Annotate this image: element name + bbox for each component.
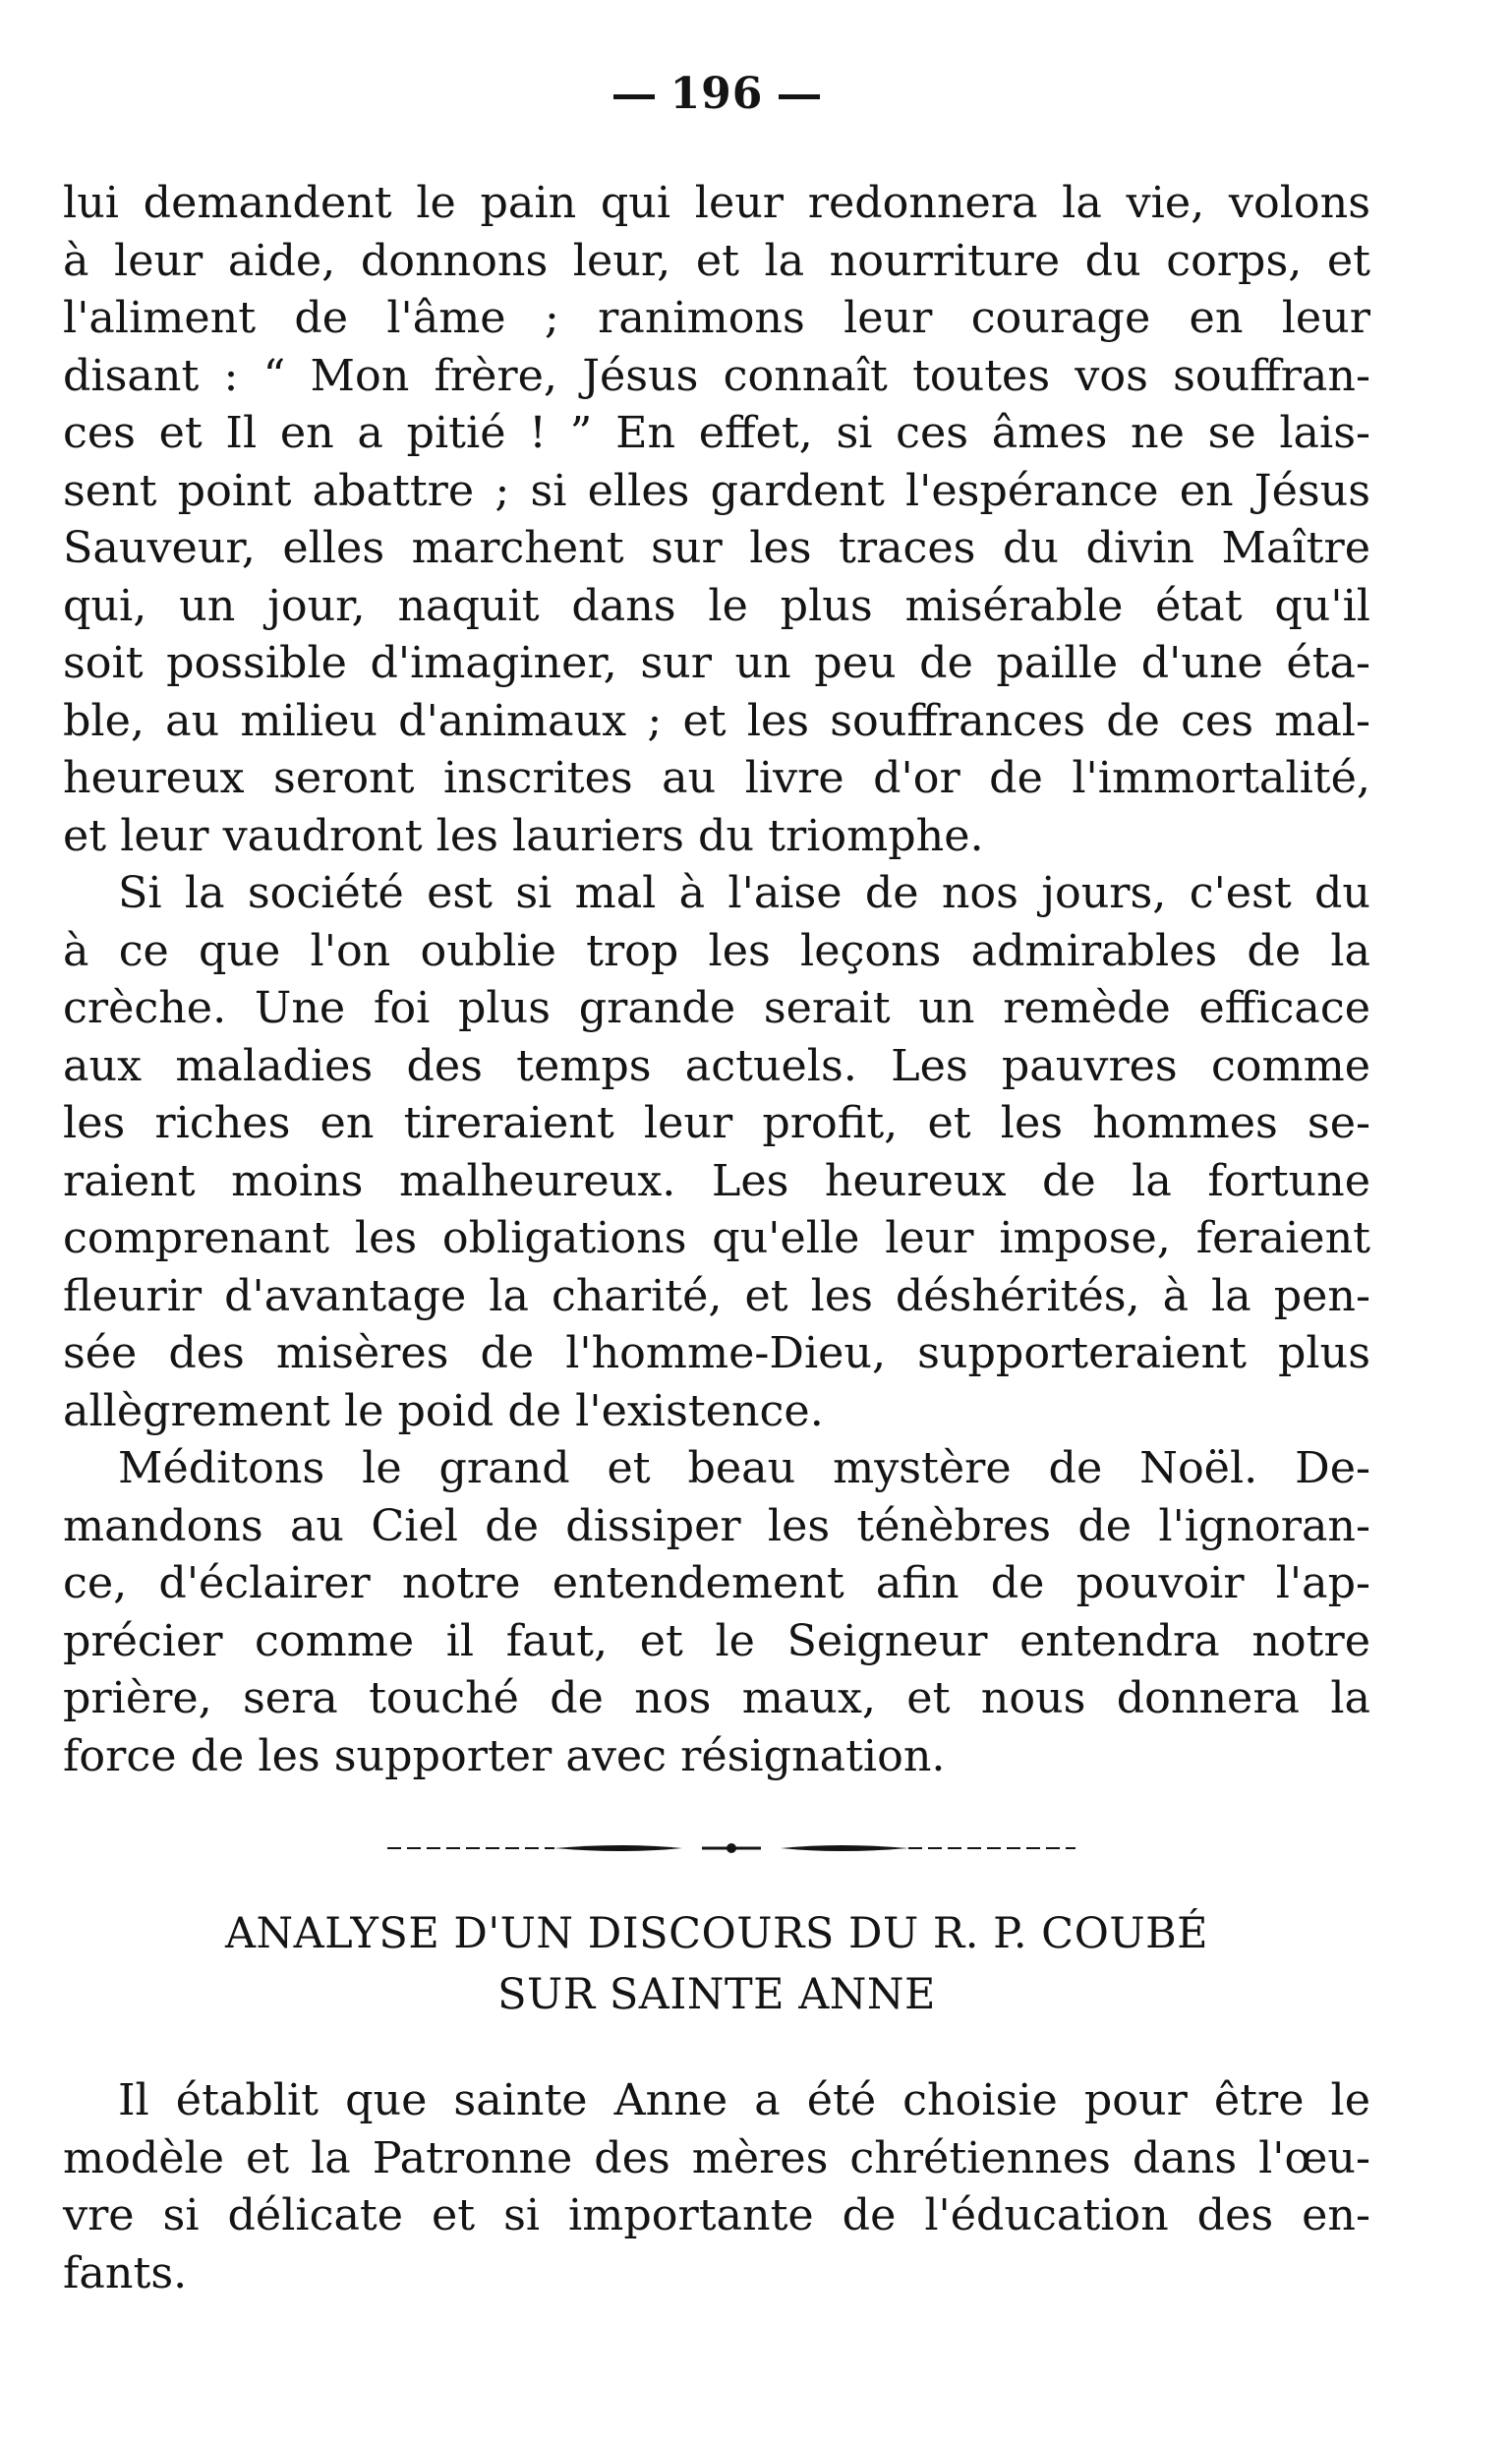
section-heading: [63, 1903, 1370, 2025]
text-line: fants.: [63, 2247, 188, 2298]
text-line: Il établit que sainte Anne a été choisie pour être le: [118, 2075, 1370, 2125]
text-line: ces et Il en a pitié ! ” En effet, si ces âmes ne se lais-: [63, 408, 1370, 458]
text-line: force de les supporter avec résignation.: [63, 1730, 946, 1781]
text-line: fleurir d'avantage la charité, et les déshérités, à la pen-: [63, 1270, 1370, 1321]
text-line: aux maladies des temps actuels. Les pauvres comme: [63, 1040, 1370, 1091]
page-number: 196: [669, 69, 764, 119]
text-line: modèle et la Patronne des mères chrétiennes dans l'œu-: [63, 2132, 1370, 2183]
folio-dash-right: [779, 94, 820, 99]
text-line: précier comme il faut, et le Seigneur entendra notre: [63, 1615, 1370, 1666]
text-line: mandons au Ciel de dissiper les ténèbres de l'ignoran-: [63, 1500, 1370, 1551]
ornament-rule-icon: [387, 1838, 1076, 1858]
folio-dash-left: [613, 94, 655, 99]
text-line: Si la société est si mal à l'aise de nos jours, c'est du: [118, 868, 1370, 918]
text-line: comprenant les obligations qu'elle leur impose, feraient: [63, 1213, 1370, 1263]
book-page: [63, 65, 1370, 2302]
text-line: Sauveur, elles marchent sur les traces du divin Maître: [63, 523, 1370, 573]
text-line: lui demandent le pain qui leur redonnera la vie, volons: [63, 178, 1370, 228]
text-line: crèche. Une foi plus grande serait un remède efficace: [63, 983, 1370, 1033]
text-line: les riches en tireraient leur profit, et les hommes se-: [63, 1098, 1370, 1148]
text-line: qui, un jour, naquit dans le plus misérable état qu'il: [63, 580, 1370, 631]
text-line: sent point abattre ; si elles gardent l'espérance en Jésus: [63, 465, 1370, 516]
paragraph-1: [63, 175, 1370, 865]
text-line: l'aliment de l'âme ; ranimons leur courage en leur: [63, 293, 1370, 343]
heading-line-2: SUR SAINTE ANNE: [497, 1970, 936, 2019]
section-divider-ornament: [63, 1785, 1370, 1903]
text-line: heureux seront inscrites au livre d'or de l'immortalité,: [63, 753, 1370, 803]
text-line: et leur vaudront les lauriers du triomphe.: [63, 810, 984, 861]
text-line: Méditons le grand et beau mystère de Noël. De-: [118, 1443, 1370, 1493]
text-line: disant : “ Mon frère, Jésus connaît toutes vos souffran-: [63, 350, 1370, 401]
text-line: soit possible d'imaginer, sur un peu de paille d'une éta-: [63, 638, 1370, 688]
text-line: à ce que l'on oublie trop les leçons admirables de la: [63, 925, 1370, 976]
text-line: raient moins malheureux. Les heureux de la fortune: [63, 1155, 1370, 1206]
page-number-header: [63, 65, 1370, 175]
paragraph-4: [63, 2072, 1370, 2302]
paragraph-3: [63, 1440, 1370, 1785]
text-line: ble, au milieu d'animaux ; et les souffrances de ces mal-: [63, 695, 1370, 746]
heading-line-1: ANALYSE D'UN DISCOURS DU R. P. COUBÉ: [224, 1909, 1209, 1958]
paragraph-2: [63, 865, 1370, 1440]
text-line: sée des misères de l'homme-Dieu, supporteraient plus: [63, 1328, 1370, 1378]
text-line: prière, sera touché de nos maux, et nous donnera la: [63, 1673, 1370, 1723]
text-line: vre si délicate et si importante de l'éducation des en-: [63, 2190, 1370, 2240]
text-line: à leur aide, donnons leur, et la nourriture du corps, et: [63, 235, 1370, 286]
text-line: ce, d'éclairer notre entendement afin de pouvoir l'ap-: [63, 1558, 1370, 1608]
text-line: allègrement le poid de l'existence.: [63, 1385, 824, 1436]
